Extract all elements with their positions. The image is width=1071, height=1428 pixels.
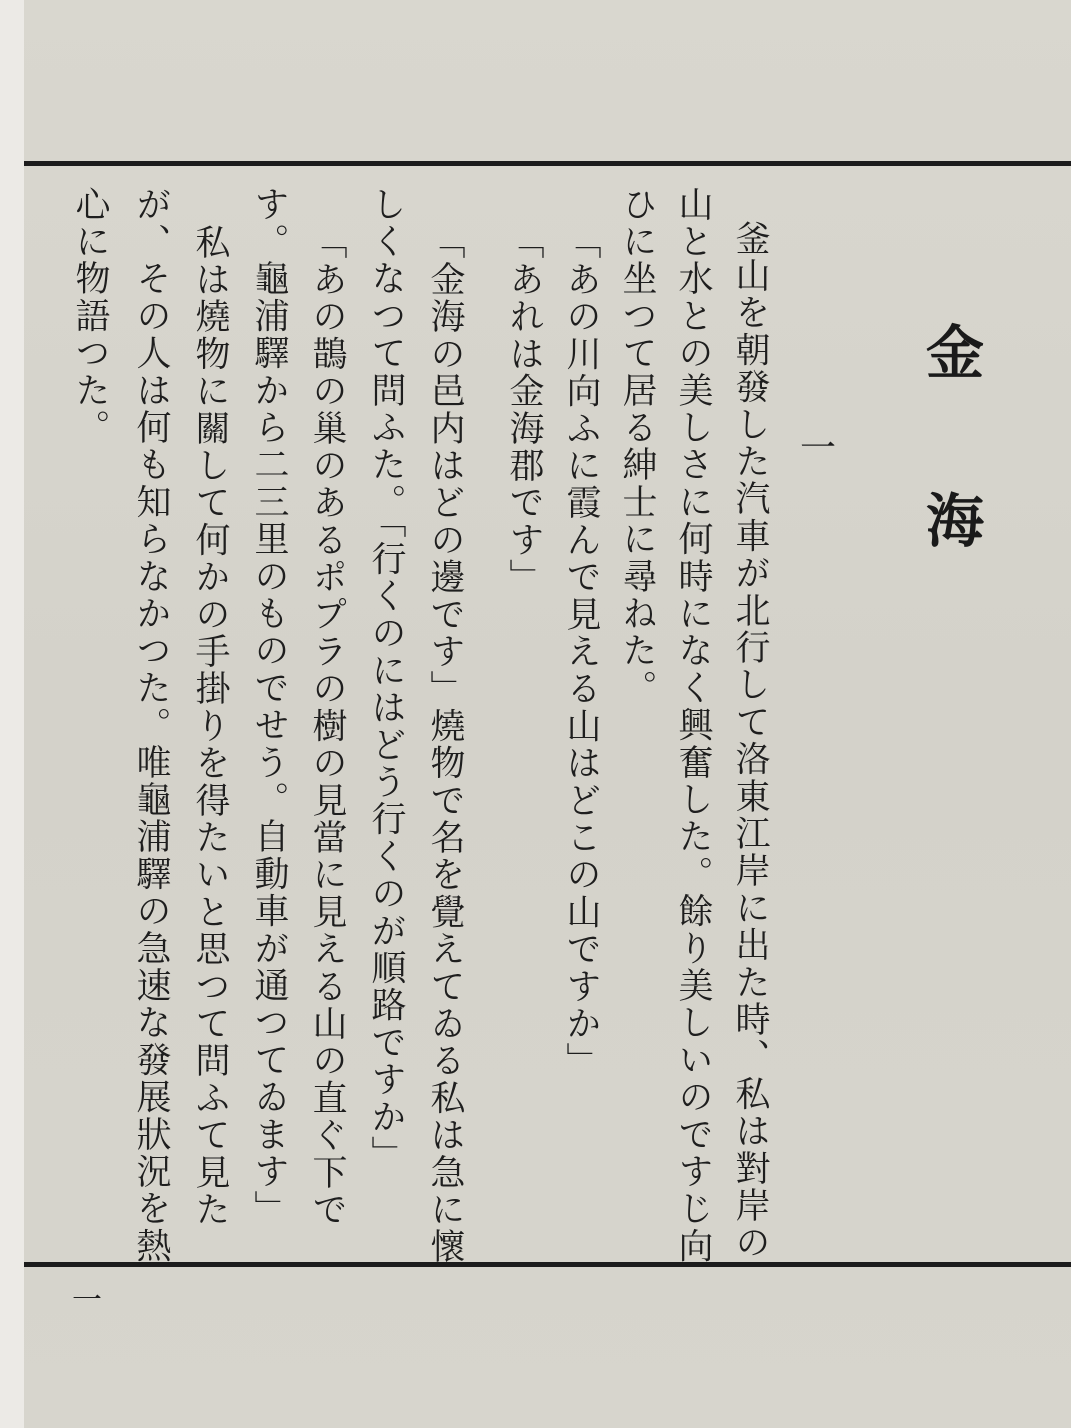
top-rule <box>24 161 1071 166</box>
text-column: 私は燒物に關して何かの手掛りを得たいと思つて問ふて見た <box>190 224 230 1229</box>
chapter-title: 金海 <box>916 322 984 658</box>
text-column: す。龜浦驛から二三里のものでせう。自動車が通つてゐます」 <box>249 186 289 1228</box>
section-number: 一 <box>800 428 837 469</box>
text-column: 「金海の邑内はどの邊です」燒物で名を覺えてゐる私は急に懷 <box>425 224 465 1266</box>
page-margin <box>0 0 24 1428</box>
text-column: 「あれは金海郡です」 <box>504 224 544 596</box>
text-column: 心に物語つた。 <box>70 186 110 447</box>
text-column: しくなつて問ふた。「行くのにはどう行くのが順路ですか」 <box>366 186 406 1173</box>
bottom-rule <box>24 1262 1071 1267</box>
book-page <box>24 0 1071 1428</box>
page-number: 一 <box>72 1283 102 1318</box>
text-column: 「あの川向ふに霞んで見える山はどこの山ですか」 <box>561 224 601 1080</box>
text-column: ひに坐つて居る紳士に尋ねた。 <box>617 186 657 707</box>
text-column: 「あの鵲の巢のあるポプラの樹の見當に見える山の直ぐ下で <box>307 224 347 1229</box>
text-column: が、その人は何も知らなかつた。唯龜浦驛の急速な發展狀況を熱 <box>131 186 171 1265</box>
text-column: 釜山を朝發した汽車が北行して洛東江岸に出た時、私は對岸の <box>730 220 770 1262</box>
text-column: 山と水との美しさに何時になく興奮した。餘り美しいのですじ向 <box>673 186 713 1265</box>
